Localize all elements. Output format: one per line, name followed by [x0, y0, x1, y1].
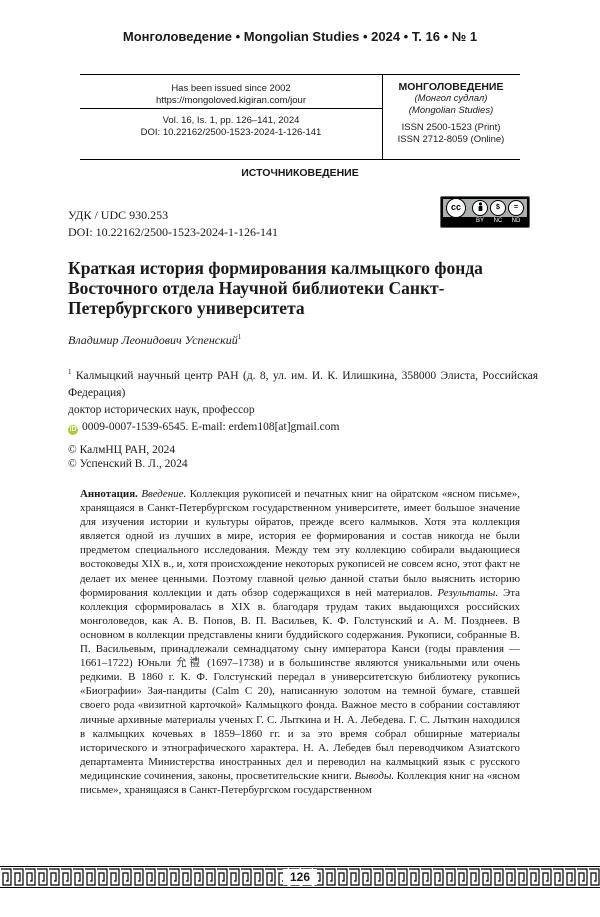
orcid-line — [68, 419, 538, 436]
article-title: Краткая история формирования калмыцкого фонда Восточного отдела Научной библиотеки Санкт-Петербургского университета — [68, 258, 483, 318]
noncommercial-icon: $ — [490, 200, 506, 216]
author — [68, 333, 241, 348]
running-head: Монголоведение • Mongolian Studies • 2024 • Т. 16 • № 1 — [122, 29, 478, 44]
abstract — [80, 487, 520, 851]
affiliation-mark: 1 — [68, 368, 72, 376]
copyright-institution: © КалмНЦ РАН, 2024 — [68, 444, 176, 456]
issn-online: ISSN 2712-8059 (Online) — [397, 134, 505, 145]
affiliation-block — [68, 364, 538, 436]
copyright-block — [68, 443, 188, 471]
issue-history — [80, 83, 382, 107]
author-degree: доктор исторических наук, профессор — [68, 403, 255, 416]
journal-url[interactable]: https://mongoloved.kigiran.com/jour — [156, 95, 306, 106]
journal-info-left — [80, 75, 383, 159]
results-label: Результаты. — [437, 586, 499, 599]
nd-label: ND — [511, 218, 521, 224]
issn-print: ISSN 2500-1523 (Print) — [401, 122, 501, 133]
page-footer — [0, 866, 600, 888]
issued-since: Has been issued since 2002 — [171, 83, 291, 94]
divider — [80, 108, 382, 109]
journal-name: МОНГОЛОВЕДЕНИЕ — [398, 81, 504, 93]
cc-license-badge[interactable] — [440, 196, 530, 228]
attribution-icon — [472, 200, 488, 216]
abstract-label: Аннотация. — [80, 488, 138, 500]
author-affiliation-mark: 1 — [237, 333, 242, 341]
affiliation — [68, 364, 538, 402]
citation-info — [80, 115, 382, 139]
journal-subtitle-en: (Mongolian Studies) — [408, 105, 494, 116]
journal-info-right — [382, 75, 520, 159]
page-number: 126 — [283, 869, 317, 885]
goal-word: целью — [298, 572, 327, 585]
nc-label: NC — [493, 218, 503, 224]
affiliation-text: Калмыцкий научный центр РАН (д. 8, ул. им. И. К. Илишкина, 358000 Элиста, Российская Федерация) — [68, 369, 539, 399]
orcid-email: 0009-0007-1539-6545. E-mail: erdem108[at]gmail.com — [82, 420, 340, 433]
volume-info: Vol. 16, Is. 1, pp. 126–141, 2024 — [162, 115, 300, 126]
journal-subtitle-mn: (Монгол судлал) — [414, 93, 488, 104]
copyright-author: © Успенский В. Л., 2024 — [68, 458, 188, 470]
conclusions-text: Коллекция книг на «ясном письме», хранящаяся в Санкт-Петербургском государственном — [80, 769, 520, 796]
doi-info: DOI: 10.22162/2500-1523-2024-1-126-141 — [140, 127, 322, 138]
goal-text: данной статьи было выяснить историю формирования коллекции и дать обзор содержащихся в ней материалов. — [80, 572, 520, 599]
udk-block — [68, 207, 278, 241]
conclusions-label: Выводы. — [354, 769, 395, 782]
section-heading: ИСТОЧНИКОВЕДЕНИЕ — [241, 167, 359, 179]
article-doi: DOI: 10.22162/2500-1523-2024-1-126-141 — [68, 225, 278, 239]
intro-label: Введение. — [141, 488, 187, 500]
by-label: BY — [475, 218, 484, 224]
orcid-icon[interactable]: iD — [69, 425, 77, 433]
cc-icon: cc — [446, 198, 466, 218]
noderivatives-icon: = — [508, 200, 524, 216]
journal-info-box — [80, 74, 520, 160]
intro-text: Коллекция рукописей и печатных книг на ойратском «ясном письме», хранящаяся в Санкт-Петербургском государственном университете, имеет большое значение для изучения истории и культуры ойратов, прежде всего калмыков. Хотя эта коллекция является одной из лучших в мире, история ее формирования и состав никогда не были предметом специального исследования. Между тем эту коллекцию собирали выдающиеся востоковеды XIX в., и, хотя происхождение некоторых рукописей не совсем ясно, этот факт не делает их менее ценными. Поэтому главной — [80, 488, 520, 585]
udk-code: УДК / UDC 930.253 — [68, 208, 169, 222]
author-name: Владимир Леонидович Успенский — [68, 333, 238, 347]
results-text: Эта коллекция сформировалась в XIX в. благодаря трудам таких выдающихся российских монголоведов, как А. В. Попов, В. П. Васильев, К. Ф. Голстунский и А. М. Позднеев. В основном в коллекции представлены книги буддийского содержания. Рукописи, собранные В. П. Васильевым, принадлежали семнадцатому сыну императора Канси (годы правления — 1661–1722) Юньли 允禮 (1697–1738) и в большинстве являются уникальными или очень редкими. В 1860 г. К. Ф. Голстунский передал в университетскую библиотеку рукопись «Биографии» Зая-пандиты (Calm С 20), написанную золотом на темной бумаге, ставшей своего рода «визитной карточкой» Калмыцкого фонда. Важное место в собрании составляют личные архивные материалы ученых Г. С. Лыткина и Н. А. Лебедева. Г. С. Лыткин находился в калмыцких кочевьях в 1859–1860 гг. и за это время собрал обширные материалы исторического и этнографического характера. Н. А. Лебедев был переводчиком Азиатского департамента Министерства иностранных дел и переводил на калмыцкий язык с русского медицинские сочинения, законы, просветительские книги. — [80, 586, 520, 782]
